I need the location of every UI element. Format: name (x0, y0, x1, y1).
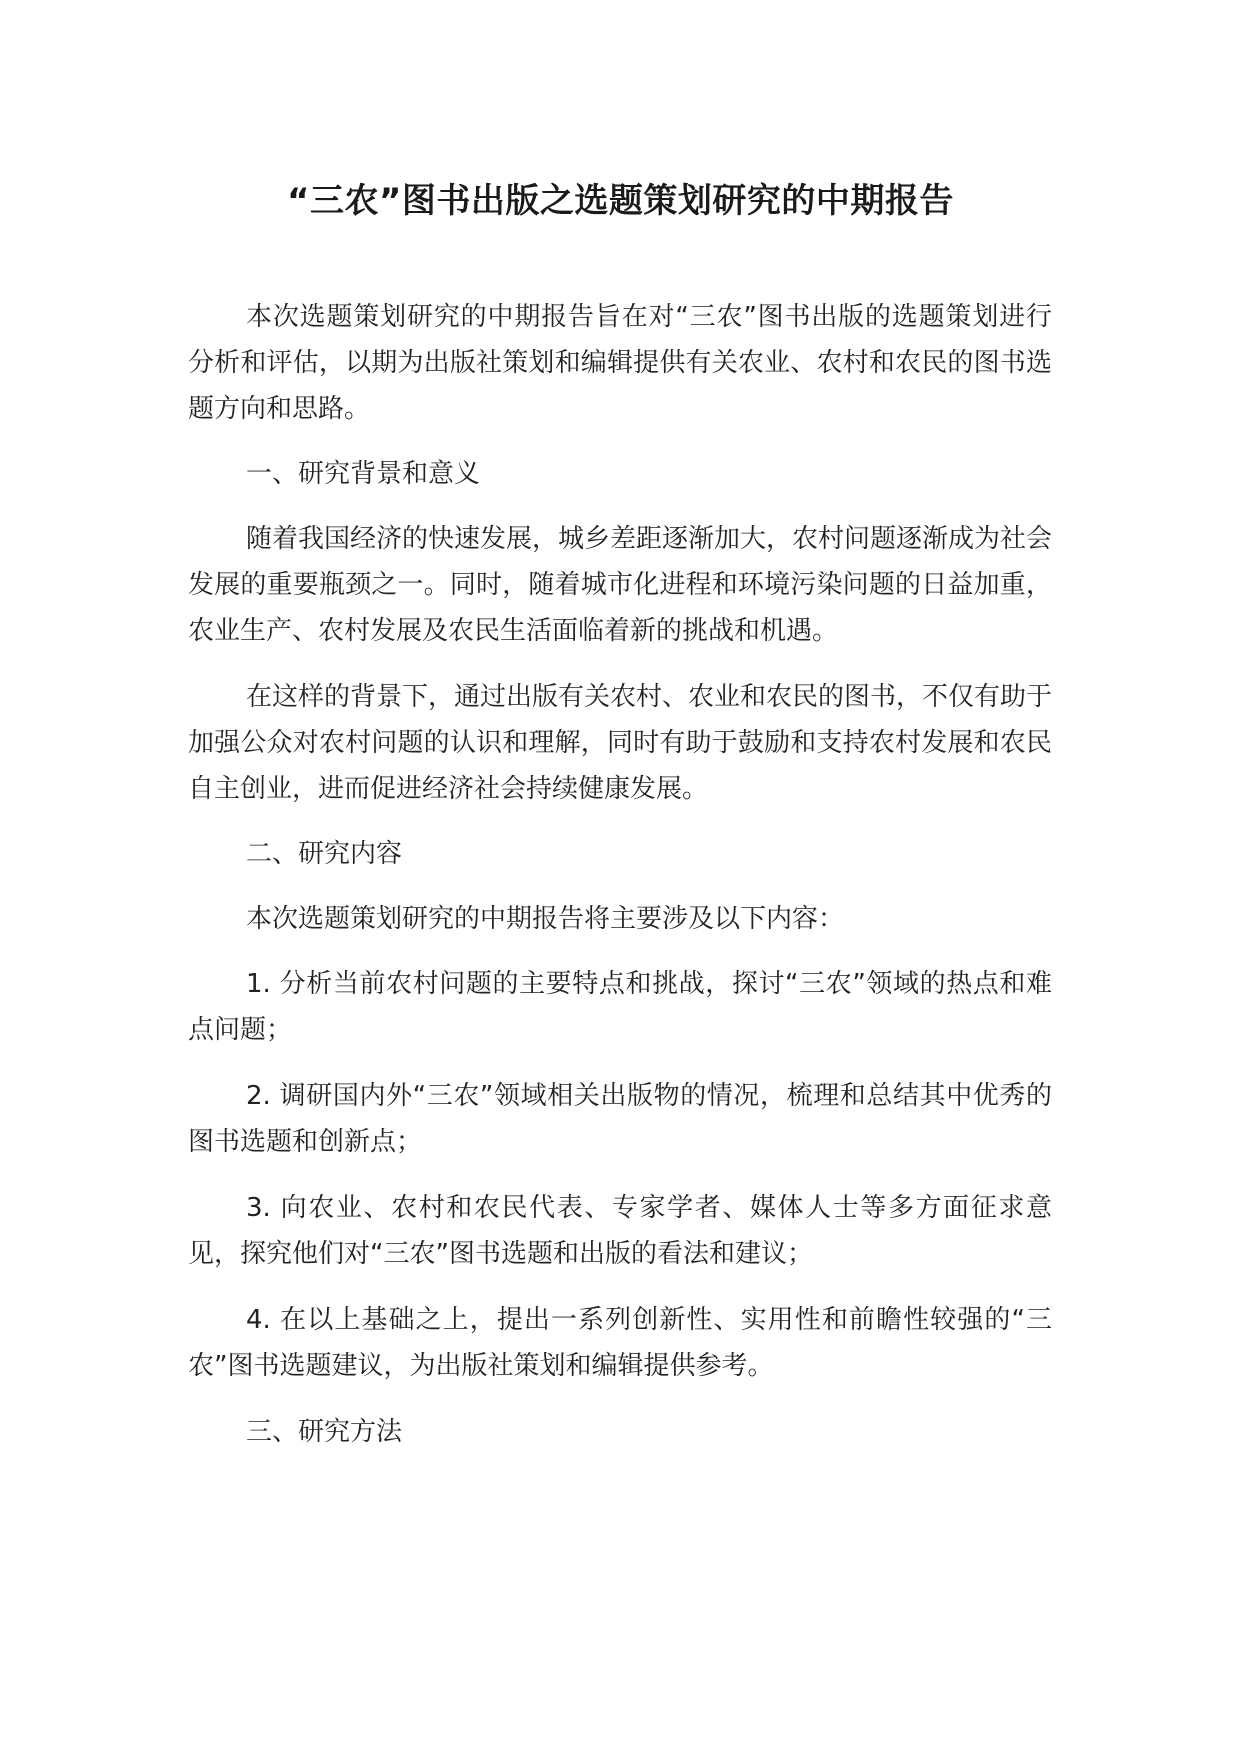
section-heading-background: 一、研究背景和意义 (246, 459, 481, 489)
section-heading-method: 三、研究方法 (246, 1417, 403, 1447)
background-paragraph-1: 随着我国经济的快速发展，城乡差距逐渐加大，农村问题逐渐成为社会发展的重要瓶颈之一。同时，随着城市化进程和环境污染问题的日益加重，农业生产、农村发展及农民生活面临着新的挑战和机遇。 (188, 524, 1053, 646)
document-body (188, 294, 1052, 1455)
section-heading-content: 二、研究内容 (246, 839, 403, 869)
content-item-1: 1. 分析当前农村问题的主要特点和挑战，探讨“三农”领域的热点和难点问题； (188, 969, 1052, 1045)
content-intro-paragraph: 本次选题策划研究的中期报告将主要涉及以下内容： (246, 904, 845, 934)
content-item-3: 3. 向农业、农村和农民代表、专家学者、媒体人士等多方面征求意见，探究他们对“三农”图书选题和出版的看法和建议； (188, 1193, 1052, 1269)
intro-paragraph: 本次选题策划研究的中期报告旨在对“三农”图书出版的选题策划进行分析和评估，以期为出版社策划和编辑提供有关农业、农村和农民的图书选题方向和思路。 (188, 302, 1052, 424)
background-paragraph-2: 在这样的背景下，通过出版有关农村、农业和农民的图书，不仅有助于加强公众对农村问题的认识和理解，同时有助于鼓励和支持农村发展和农民自主创业，进而促进经济社会持续健康发展。 (188, 682, 1053, 804)
content-item-4: 4. 在以上基础之上，提出一系列创新性、实用性和前瞻性较强的“三农”图书选题建议，为出版社策划和编辑提供参考。 (188, 1305, 1052, 1381)
document-title: “三农”图书出版之选题策划研究的中期报告 (287, 181, 954, 221)
content-item-2: 2. 调研国内外“三农”领域相关出版物的情况，梳理和总结其中优秀的图书选题和创新点； (188, 1081, 1052, 1157)
